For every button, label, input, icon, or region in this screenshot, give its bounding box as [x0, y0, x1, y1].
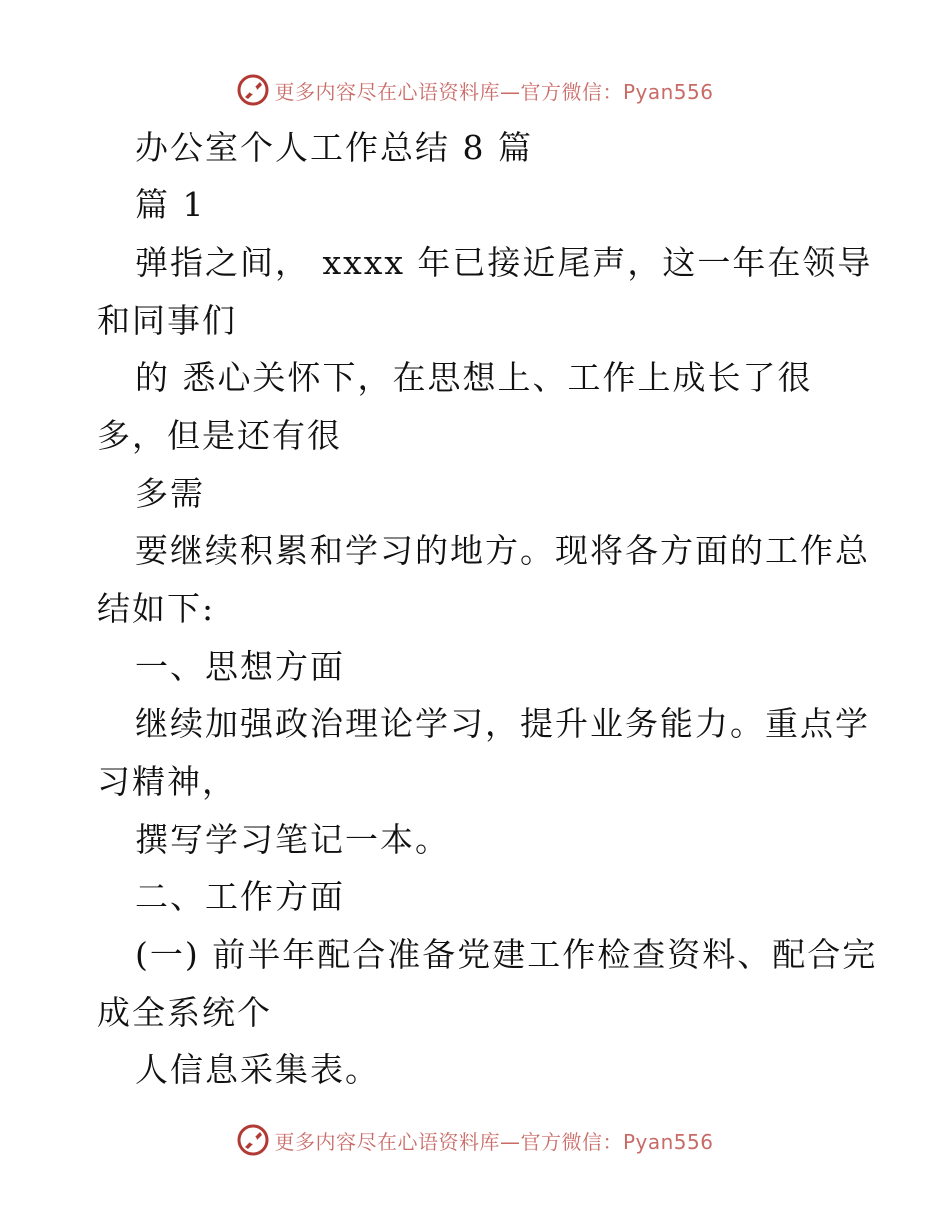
paragraph-line: 多需 — [135, 474, 205, 513]
section-heading: 二、工作方面 — [135, 877, 345, 916]
paragraph-line: 弹指之间， xxxx 年已接近尾声，这一年在领导 — [135, 243, 873, 282]
section-heading: 一、思想方面 — [135, 647, 345, 686]
paragraph-line: 撰写学习笔记一本。 — [135, 820, 450, 859]
paragraph-line: 结如下: — [97, 589, 216, 628]
watermark-text: 更多内容尽在心语资料库—官方微信：Pyan556 — [274, 79, 714, 104]
paragraph-line: 习精神， — [97, 762, 237, 801]
watermark-text: 更多内容尽在心语资料库—官方微信：Pyan556 — [274, 1129, 714, 1154]
paragraph-line: 成全系统个 — [97, 993, 272, 1032]
section-heading: 篇 1 — [135, 185, 206, 224]
quill-seal-icon — [236, 73, 270, 107]
paragraph-line: 和同事们 — [97, 301, 237, 340]
footer-watermark — [0, 1120, 950, 1160]
paragraph-line: 人信息采集表。 — [135, 1050, 380, 1089]
paragraph-line: 的 悉心关怀下，在思想上、工作上成长了很 — [135, 358, 813, 397]
paragraph-line: 要继续积累和学习的地方。现将各方面的工作总 — [135, 531, 870, 570]
document-title: 办公室个人工作总结 8 篇 — [135, 128, 533, 167]
paragraph-line: 多，但是还有很 — [97, 416, 342, 455]
paragraph-line: 继续加强政治理论学习，提升业务能力。重点学 — [135, 704, 870, 743]
quill-seal-icon — [236, 1123, 270, 1157]
paragraph-line: (一) 前半年配合准备党建工作检查资料、配合完 — [135, 935, 878, 974]
header-watermark — [0, 70, 950, 110]
